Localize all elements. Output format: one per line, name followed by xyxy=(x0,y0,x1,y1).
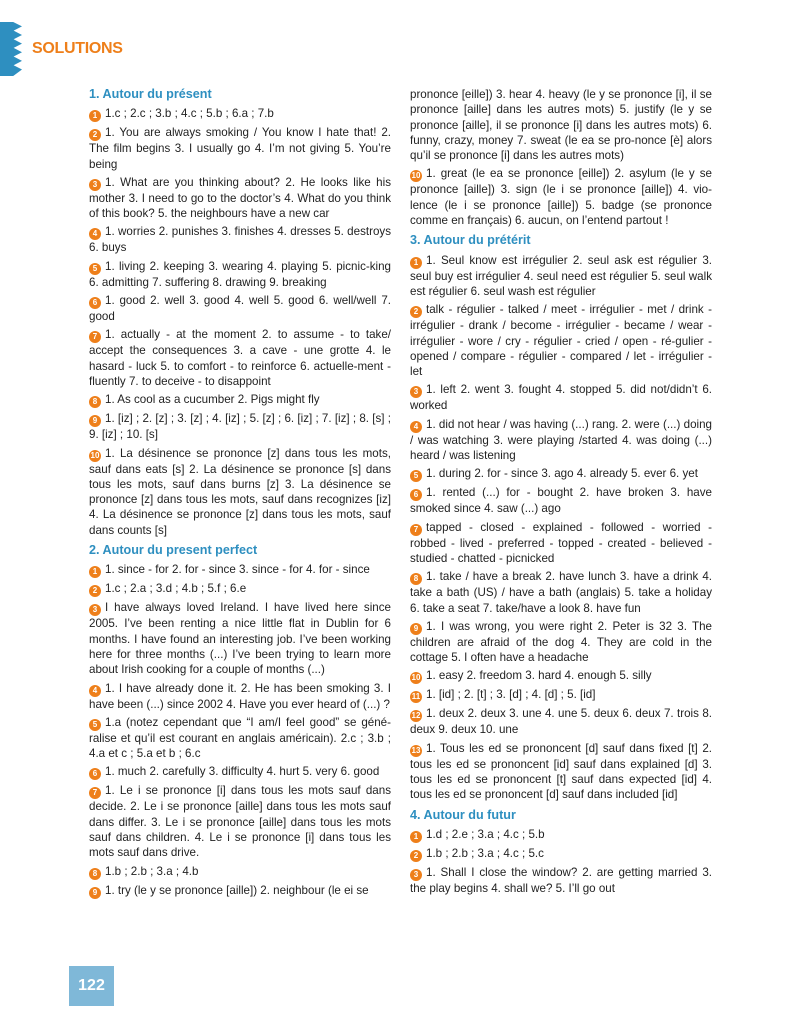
answer-text: I have always loved Ireland. I have lived here since 2005. I’ve been renting a nice little flat in Dublin for 6 months. I have found an interesting job. I’ve been working here for three months (...) I’ve been trying to learn more about Irish cooking for a couple of months (...) xyxy=(89,601,391,677)
exercise-answer xyxy=(89,681,391,712)
exercise-number-badge: 9 xyxy=(89,887,101,899)
exercise-answer xyxy=(410,520,712,567)
answer-text: 1. easy 2. freedom 3. hard 4. enough 5. silly xyxy=(426,669,652,683)
answer-text: 1. living 2. keeping 3. wearing 4. playing 5. picnic-king 6. admitting 7. suffering 8. drawing 9. breaking xyxy=(89,259,391,289)
answer-text: 1. La désinence se prononce [z] dans tous les mots, sauf dans eats [s] 2. La désinence se prononce [s] dans tous les mots, sauf dans burns [z] 3. La désinence se prononce [z] dans tous les mots, sauf dans recognizes [iz] 4. La désinence se prononce [z] dans tous les mots, sauf dans counts [s] xyxy=(89,446,391,537)
exercise-number-badge: 3 xyxy=(410,386,422,398)
exercise-number-badge: 8 xyxy=(89,868,101,880)
answer-text: 1. You are always smoking / You know I hate that! 2. The film begins 3. I usually go 4. I’m not giving 5. You’re being xyxy=(89,126,391,171)
answer-text: 1. did not hear / was having (...) rang. 2. were (...) doing / was watching 3. were playing /started 4. was doing (...) heard / was listening xyxy=(410,417,712,463)
exercise-number-badge: 6 xyxy=(410,489,422,501)
exercise-answer xyxy=(89,175,391,222)
answer-text: 1. deux 2. deux 3. une 4. une 5. deux 6. deux 7. trois 8. deux 9. deux 10. une xyxy=(410,707,712,737)
exercise-number-badge: 8 xyxy=(89,396,101,408)
exercise-answer xyxy=(89,293,391,324)
exercise-number-badge: 3 xyxy=(89,179,101,191)
answer-text: 1. [iz] ; 2. [z] ; 3. [z] ; 4. [iz] ; 5. [z] ; 6. [iz] ; 7. [iz] ; 8. [s] ; 9. [iz] ; 10. [s] xyxy=(89,412,391,442)
exercise-answer xyxy=(410,827,712,843)
exercise-answer xyxy=(410,466,712,482)
exercise-number-badge: 4 xyxy=(89,685,101,697)
exercise-number-badge: 7 xyxy=(89,787,101,799)
exercise-answer xyxy=(410,846,712,862)
answer-text: 1. try (le y se prononce [aille]) 2. neighbour (le ei se xyxy=(105,883,369,897)
answer-text: 1.a (notez cependant que “I am/I feel good” se géné-ralise et qu’il est courant en anglais américain). 2.c ; 3.b ; 4.a et c ; 5.a et b ; 6.c xyxy=(89,715,391,761)
exercise-number-badge: 3 xyxy=(410,869,422,881)
exercise-number-badge: 2 xyxy=(410,850,422,862)
exercise-answer xyxy=(89,392,391,408)
exercise-number-badge: 5 xyxy=(410,470,422,482)
answer-text: 1. since - for 2. for - since 3. since - for 4. for - since xyxy=(105,563,370,577)
section-title: 3. Autour du prétérit xyxy=(410,233,531,248)
answer-text: 1. Tous les ed se prononcent [d] sauf dans fixed [t] 2. tous les ed se prononcent [id] sauf dans explained [d] 3. tous les ed se prononcent [t] sauf dans expected [id] 4. tous les ed se prononcent [d] sauf dans included [id] xyxy=(410,741,712,802)
exercise-number-badge: 9 xyxy=(89,415,101,427)
answer-text: 1. take / have a break 2. have lunch 3. have a drink 4. take a bath (US) / have a bath (anglais) 5. take a holiday 6. take a seat 7. take/have a look 8. have fun xyxy=(410,570,712,615)
answer-text: 1. rented (...) for - bought 2. have broken 3. have smoked since 4. saw (...) ago xyxy=(410,486,712,516)
exercise-number-badge: 10 xyxy=(90,450,100,460)
exercise-answer xyxy=(410,485,712,516)
answer-text: 1. What are you thinking about? 2. He looks like his mother 3. I need to go to the doctor’s 4. What do you think of this book? 5. the neighbours have a new car xyxy=(89,175,391,221)
answer-text: talk - régulier - talked / meet - irrégulier - met / drink - irrégulier - drank / become - irrégulier - became / wear - irrégulier - wore / cry - régulier - cried / open - ré-gulier - opened / compare - régulier - compared / let - irrégulier - let xyxy=(410,303,712,379)
exercise-number-badge: 5 xyxy=(89,719,101,731)
page-header-title: SOLUTIONS xyxy=(32,40,123,57)
section-title: 1. Autour du présent xyxy=(89,87,212,101)
answer-text: 1. left 2. went 3. fought 4. stopped 5. did not/didn’t 6. worked xyxy=(410,383,712,413)
exercise-answer xyxy=(89,715,391,762)
answer-text: 1. Le i se prononce [i] dans tous les mots sauf dans decide. 2. Le i se prononce [aille] dans tous les mots sauf dans differ. 3. Le i se prononce [aille] dans tous les mots sauf dans children. 4. Le i se prononce [i] dans tous les mots sauf dans drive. xyxy=(89,784,391,860)
exercise-answer xyxy=(410,865,712,896)
exercise-answer xyxy=(89,562,391,578)
answer-text: 1. much 2. carefully 3. difficulty 4. hurt 5. very 6. good xyxy=(105,765,380,779)
exercise-answer xyxy=(89,446,391,538)
exercise-answer xyxy=(410,302,712,379)
exercise-number-badge: 6 xyxy=(89,297,101,309)
answer-text: 1. Seul know est irrégulier 2. seul ask est régulier 3. seul buy est irrégulier 4. seul need est régulier 5. seul walk est régulier 6. seul wash est régulier xyxy=(410,253,712,298)
exercise-number-badge: 1 xyxy=(410,831,422,843)
exercise-answer xyxy=(89,764,391,780)
exercise-answer xyxy=(410,382,712,413)
section-title: 4. Autour du futur xyxy=(410,807,516,822)
answer-text: 1.c ; 2.c ; 3.b ; 4.c ; 5.b ; 6.a ; 7.b xyxy=(105,107,274,121)
answer-text: 1. I have already done it. 2. He has been smoking 3. I have been (...) since 2002 4. Have you ever heard of (...) ? xyxy=(89,681,391,711)
answer-text: 1. [id] ; 2. [t] ; 3. [d] ; 4. [d] ; 5. [id] xyxy=(426,688,596,702)
exercise-number-badge: 11 xyxy=(411,692,421,702)
exercise-number-badge: 1 xyxy=(410,257,422,269)
exercise-number-badge: 4 xyxy=(410,421,422,433)
left-column xyxy=(89,87,391,902)
exercise-answer xyxy=(89,600,391,677)
exercise-answer xyxy=(410,166,712,228)
exercise-number-badge: 2 xyxy=(89,129,101,141)
exercise-answer xyxy=(410,87,712,163)
exercise-answer xyxy=(89,581,391,597)
exercise-number-badge: 10 xyxy=(411,171,421,181)
exercise-answer xyxy=(410,253,712,300)
exercise-answer xyxy=(89,327,391,389)
exercise-answer xyxy=(410,668,712,684)
answer-text: 1. I was wrong, you were right 2. Peter is 32 3. The children are afraid of the dog 4. They are cold in the cottage 5. I often have a headache xyxy=(410,619,712,665)
exercise-answer xyxy=(89,883,391,899)
exercise-number-badge: 7 xyxy=(410,524,422,536)
answer-text: 1. worries 2. punishes 3. finishes 4. dresses 5. destroys 6. buys xyxy=(89,225,391,255)
exercise-answer xyxy=(89,106,391,122)
exercise-answer xyxy=(410,619,712,666)
answer-text: 1.b ; 2.b ; 3.a ; 4.b xyxy=(105,864,199,878)
exercise-number-badge: 13 xyxy=(411,745,421,755)
exercise-number-badge: 5 xyxy=(89,263,101,275)
exercise-answer xyxy=(89,224,391,255)
exercise-number-badge: 1 xyxy=(89,110,101,122)
answer-text: 1. good 2. well 3. good 4. well 5. good 6. well/well 7. good xyxy=(89,294,391,324)
answer-text: 1.d ; 2.e ; 3.a ; 4.c ; 5.b xyxy=(426,827,545,841)
exercise-answer xyxy=(410,687,712,703)
right-column xyxy=(410,87,712,899)
exercise-number-badge: 3 xyxy=(89,604,101,616)
answer-text: prononce [eille]) 3. hear 4. heavy (le y se prononce [i], il se prononce [aille] dans les autres mots) 5. justify (le y se prononce [aille], il se prononce [i] dans les autres mots) 6. funny, crazy, money 7. sweat (le ea se pro-nonce [è] alors qu’il se prononce [i] dans les autres mots) xyxy=(410,88,712,163)
exercise-answer xyxy=(89,259,391,290)
answer-text: 1.c ; 2.a ; 3.d ; 4.b ; 5.f ; 6.e xyxy=(105,582,247,596)
exercise-number-badge: 9 xyxy=(410,623,422,635)
section-title: 2. Autour du present perfect xyxy=(89,543,258,558)
exercise-number-badge: 8 xyxy=(410,573,422,585)
exercise-number-badge: 12 xyxy=(411,711,421,721)
section-tab-marker xyxy=(0,22,22,76)
exercise-number-badge: 6 xyxy=(89,768,101,780)
exercise-number-badge: 2 xyxy=(410,306,422,318)
answer-text: 1. during 2. for - since 3. ago 4. already 5. ever 6. yet xyxy=(426,467,698,481)
exercise-answer xyxy=(89,411,391,442)
page-number: 122 xyxy=(69,966,114,1006)
exercise-number-badge: 1 xyxy=(89,566,101,578)
exercise-number-badge: 10 xyxy=(411,673,421,683)
exercise-answer xyxy=(89,125,391,172)
answer-text: tapped - closed - explained - followed - worried - robbed - lived - preferred - topped - created - believed - studied - chatted - picnicked xyxy=(410,520,712,565)
exercise-answer xyxy=(89,783,391,860)
exercise-number-badge: 4 xyxy=(89,228,101,240)
answer-text: 1. As cool as a cucumber 2. Pigs might fly xyxy=(105,393,320,407)
exercise-answer xyxy=(410,741,712,803)
answer-text: 1. actually - at the moment 2. to assume - to take/ accept the consequences 3. a cave - une grotte 4. le hasard - luck 5. to comfort - to reinforce 6. actuelle-ment - fluently 7. to deceive - to disappoint xyxy=(89,328,391,388)
answer-text: 1. Shall I close the window? 2. are getting married 3. the play begins 4. shall we? 5. I’ll go out xyxy=(410,865,712,895)
exercise-answer xyxy=(410,706,712,737)
exercise-answer xyxy=(410,569,712,616)
answer-text: 1. great (le ea se prononce [eille]) 2. asylum (le y se prononce [aille]) 3. sign (le i se prononce [aille]) 4. vio-lence (le i se prononce [aille]) 5. badge (se prononce comme en français) 6. aucun, on l’entend partout ! xyxy=(410,167,712,228)
exercise-answer xyxy=(410,417,712,464)
exercise-answer xyxy=(89,864,391,880)
answer-text: 1.b ; 2.b ; 3.a ; 4.c ; 5.c xyxy=(426,846,544,860)
exercise-number-badge: 7 xyxy=(89,331,101,343)
exercise-number-badge: 2 xyxy=(89,585,101,597)
